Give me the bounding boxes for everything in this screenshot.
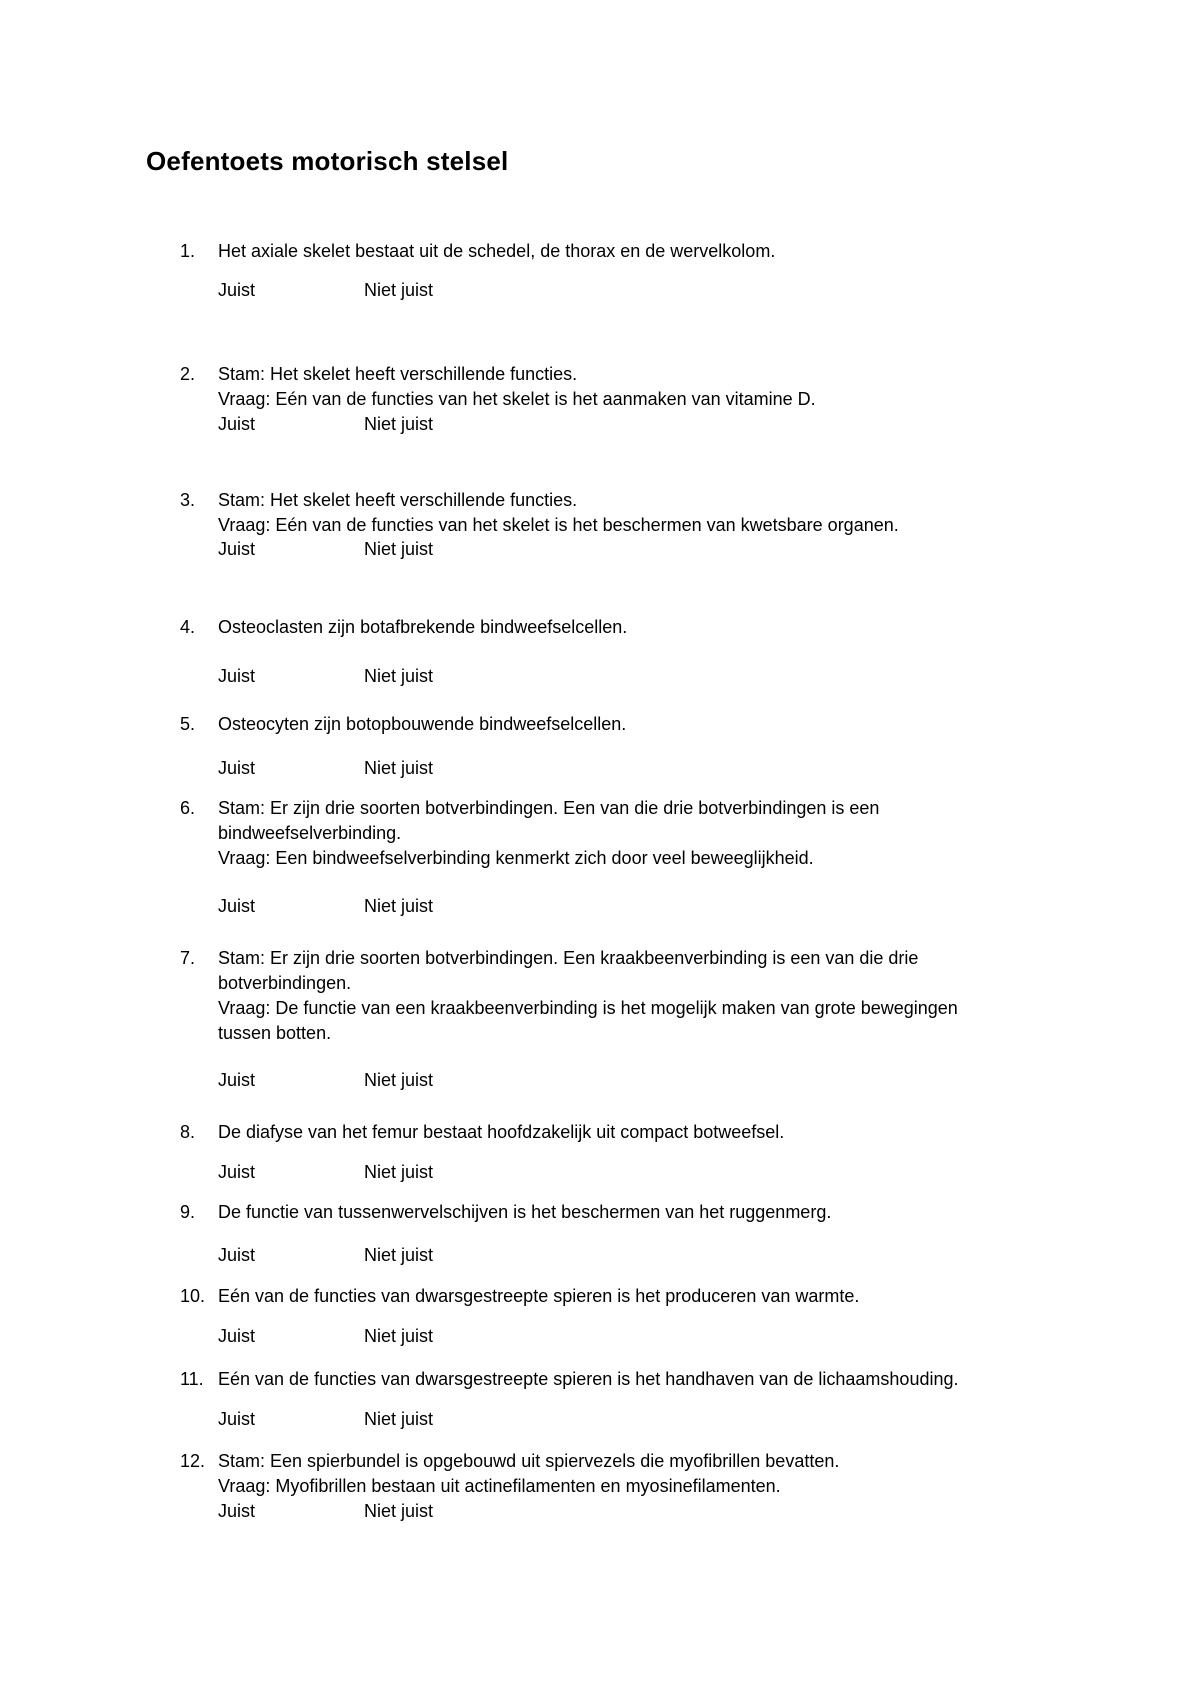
question-text: [218, 946, 1068, 1046]
question-number: 11.: [180, 1369, 204, 1389]
answer-option-niet-juist[interactable]: Niet juist: [364, 1326, 434, 1346]
question-number: 12.: [180, 1451, 206, 1471]
question-number: 1.: [180, 241, 196, 261]
question-text-line: De functie van tussenwervelschijven is het beschermen van het ruggenmerg.: [218, 1202, 832, 1222]
question-text: [218, 1367, 1068, 1392]
answer-option-niet-juist[interactable]: Niet juist: [364, 666, 434, 686]
question-text-line: Stam: Er zijn drie soorten botverbindingen. Een kraakbeenverbinding is een van die drie: [218, 948, 919, 968]
question-number: 10.: [180, 1286, 206, 1306]
answer-option-niet-juist[interactable]: Niet juist: [364, 1409, 434, 1429]
answer-option-juist[interactable]: Juist: [218, 1326, 256, 1346]
answer-option-juist[interactable]: Juist: [218, 1409, 256, 1429]
answer-option-juist[interactable]: Juist: [218, 414, 256, 434]
answer-option-niet-juist[interactable]: Niet juist: [364, 539, 434, 559]
answer-option-niet-juist[interactable]: Niet juist: [364, 1245, 434, 1265]
answer-option-niet-juist[interactable]: Niet juist: [364, 1070, 434, 1090]
question-number: 7.: [180, 948, 196, 968]
question-number: 6.: [180, 798, 196, 818]
question-text-line: Het axiale skelet bestaat uit de schedel, de thorax en de wervelkolom.: [218, 241, 776, 261]
question-text-line: Stam: Er zijn drie soorten botverbindingen. Een van die drie botverbindingen is een: [218, 798, 880, 818]
answer-option-niet-juist[interactable]: Niet juist: [364, 414, 434, 434]
question-text: [218, 615, 1068, 640]
question-text: [218, 239, 1068, 264]
question-text: [218, 1120, 1068, 1145]
question-text-line: Osteocyten zijn botopbouwende bindweefselcellen.: [218, 714, 627, 734]
answer-option-juist[interactable]: Juist: [218, 758, 256, 778]
question-number: 5.: [180, 714, 196, 734]
answer-option-juist[interactable]: Juist: [218, 1070, 256, 1090]
question-text: [218, 362, 1068, 412]
answer-option-niet-juist[interactable]: Niet juist: [364, 1501, 434, 1521]
question-text: [218, 712, 1068, 737]
question-number: 9.: [180, 1202, 196, 1222]
question-text: [218, 1284, 1068, 1309]
answer-option-niet-juist[interactable]: Niet juist: [364, 1162, 434, 1182]
answer-option-juist[interactable]: Juist: [218, 1162, 256, 1182]
answer-option-niet-juist[interactable]: Niet juist: [364, 758, 434, 778]
question-text-line: bindweefselverbinding.: [218, 823, 402, 843]
answer-option-juist[interactable]: Juist: [218, 1501, 256, 1521]
question-text-line: Osteoclasten zijn botafbrekende bindweefselcellen.: [218, 617, 628, 637]
question-number: 3.: [180, 490, 196, 510]
answer-option-juist[interactable]: Juist: [218, 1245, 256, 1265]
answer-option-niet-juist[interactable]: Niet juist: [364, 280, 434, 300]
question-text: [218, 796, 1068, 871]
question-text-line: Vraag: Een bindweefselverbinding kenmerkt zich door veel beweeglijkheid.: [218, 848, 814, 868]
question-text-line: Vraag: De functie van een kraakbeenverbinding is het mogelijk maken van grote bewegingen: [218, 998, 958, 1018]
question-text-line: botverbindingen.: [218, 973, 352, 993]
question-number: 2.: [180, 364, 196, 384]
answer-option-juist[interactable]: Juist: [218, 666, 256, 686]
question-text-line: Eén van de functies van dwarsgestreepte spieren is het handhaven van de lichaamshouding.: [218, 1369, 959, 1389]
answer-option-juist[interactable]: Juist: [218, 896, 256, 916]
question-number: 8.: [180, 1122, 196, 1142]
question-text-line: Stam: Het skelet heeft verschillende functies.: [218, 490, 578, 510]
question-text-line: Stam: Het skelet heeft verschillende functies.: [218, 364, 578, 384]
page-title: Oefentoets motorisch stelsel: [146, 146, 509, 176]
question-text-line: Vraag: Eén van de functies van het skelet is het beschermen van kwetsbare organen.: [218, 515, 899, 535]
question-text: [218, 1449, 1068, 1499]
question-text-line: Vraag: Eén van de functies van het skelet is het aanmaken van vitamine D.: [218, 389, 816, 409]
answer-option-juist[interactable]: Juist: [218, 280, 256, 300]
question-text-line: Eén van de functies van dwarsgestreepte spieren is het produceren van warmte.: [218, 1286, 860, 1306]
question-number: 4.: [180, 617, 196, 637]
question-text: [218, 488, 1068, 538]
question-text: [218, 1200, 1068, 1225]
question-text-line: tussen botten.: [218, 1023, 332, 1043]
question-text-line: Stam: Een spierbundel is opgebouwd uit spiervezels die myofibrillen bevatten.: [218, 1451, 840, 1471]
question-text-line: De diafyse van het femur bestaat hoofdzakelijk uit compact botweefsel.: [218, 1122, 785, 1142]
question-text-line: Vraag: Myofibrillen bestaan uit actinefilamenten en myosinefilamenten.: [218, 1476, 781, 1496]
answer-option-juist[interactable]: Juist: [218, 539, 256, 559]
answer-option-niet-juist[interactable]: Niet juist: [364, 896, 434, 916]
